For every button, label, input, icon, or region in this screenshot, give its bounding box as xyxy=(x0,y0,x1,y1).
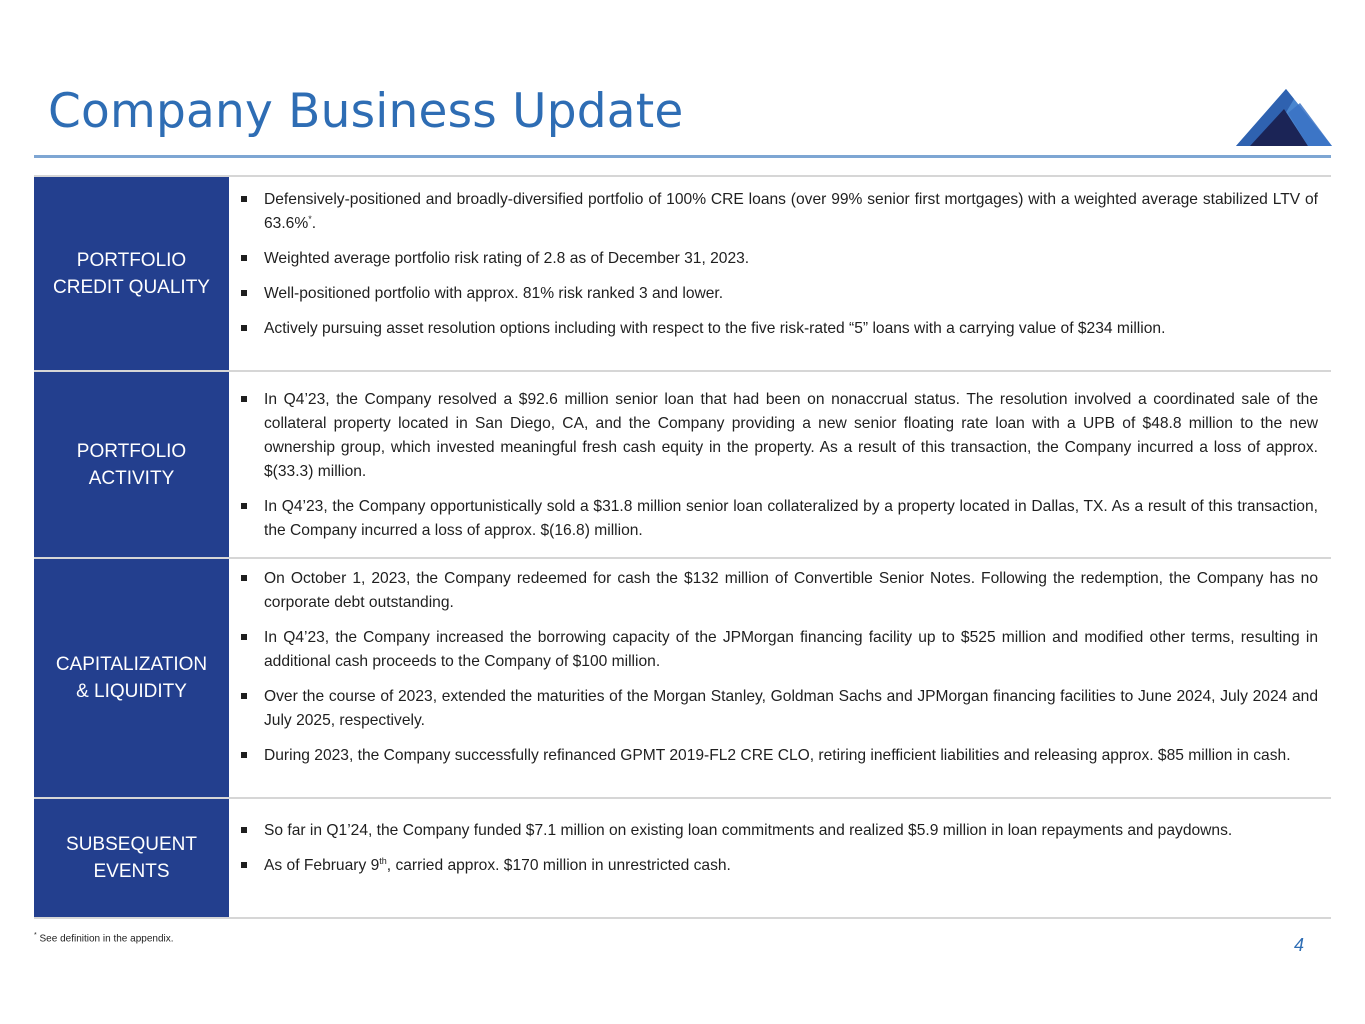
list-item: So far in Q1’24, the Company funded $7.1 million on existing loan commitments and realized $5.9 million in loan repayments and paydowns. xyxy=(241,819,1318,843)
bullet-list xyxy=(229,372,1331,557)
section-row xyxy=(34,557,1331,797)
bullet-list xyxy=(229,559,1331,797)
bullet-marker xyxy=(241,827,247,833)
bullet-marker xyxy=(241,196,247,202)
bullet-marker xyxy=(241,575,247,581)
mountain-logo-icon xyxy=(1236,89,1332,147)
list-item: On October 1, 2023, the Company redeemed for cash the $132 million of Convertible Senior Notes. Following the redemption, the Company has no corporate debt outstanding. xyxy=(241,567,1318,615)
bullet-marker xyxy=(241,290,247,296)
section-row xyxy=(34,175,1331,370)
bullet-marker xyxy=(241,255,247,261)
page-title: Company Business Update xyxy=(48,84,684,139)
list-item: In Q4’23, the Company increased the borrowing capacity of the JPMorgan financing facility up to $525 million and modified other terms, resulting in additional cash proceeds to the Company of $100 million. xyxy=(241,626,1318,674)
title-divider xyxy=(34,155,1331,158)
list-item: In Q4’23, the Company opportunistically sold a $31.8 million senior loan collateralized by a property located in Dallas, TX. As a result of this transaction, the Company incurred a loss of approx. $(16.8) million. xyxy=(241,495,1318,543)
category-label: PORTFOLIO ACTIVITY xyxy=(34,372,229,557)
section-row xyxy=(34,370,1331,557)
bullet-marker xyxy=(241,752,247,758)
bullet-marker xyxy=(241,634,247,640)
bullet-marker xyxy=(241,862,247,868)
bullet-list xyxy=(229,177,1331,370)
update-table xyxy=(34,175,1331,919)
bullet-marker xyxy=(241,503,247,509)
bullet-marker xyxy=(241,396,247,402)
category-label: SUBSEQUENT EVENTS xyxy=(34,799,229,917)
page-number: 4 xyxy=(1294,935,1305,955)
category-label: PORTFOLIO CREDIT QUALITY xyxy=(34,177,229,370)
bullet-marker xyxy=(241,693,247,699)
list-item: During 2023, the Company successfully refinanced GPMT 2019-FL2 CRE CLO, retiring inefficient liabilities and releasing approx. $85 million in cash. xyxy=(241,744,1318,768)
bullet-marker xyxy=(241,325,247,331)
section-row xyxy=(34,797,1331,919)
list-item: Well-positioned portfolio with approx. 81% risk ranked 3 and lower. xyxy=(241,282,1318,306)
list-item: Over the course of 2023, extended the maturities of the Morgan Stanley, Goldman Sachs and JPMorgan financing facilities to June 2024, July 2024 and July 2025, respectively. xyxy=(241,685,1318,733)
list-item: Actively pursuing asset resolution options including with respect to the five risk-rated “5” loans with a carrying value of $234 million. xyxy=(241,317,1318,341)
list-item: In Q4’23, the Company resolved a $92.6 million senior loan that had been on nonaccrual status. The resolution involved a coordinated sale of the collateral property located in San Diego, CA, and the Company providing a new senior floating rate loan with a UPB of $48.8 million to the new ownership group, which invested meaningful fresh cash equity in the property. As a result of this transaction, the Company incurred a loss of approx. $(33.3) million. xyxy=(241,388,1318,484)
list-item: As of February 9th, carried approx. $170 million in unrestricted cash. xyxy=(241,854,1318,878)
bullet-list xyxy=(229,799,1331,917)
footnote: * See definition in the appendix. xyxy=(34,932,174,945)
category-label: CAPITALIZATION & LIQUIDITY xyxy=(34,559,229,797)
list-item: Weighted average portfolio risk rating of 2.8 as of December 31, 2023. xyxy=(241,247,1318,271)
list-item: Defensively-positioned and broadly-diversified portfolio of 100% CRE loans (over 99% senior first mortgages) with a weighted average stabilized LTV of 63.6%*. xyxy=(241,188,1318,236)
